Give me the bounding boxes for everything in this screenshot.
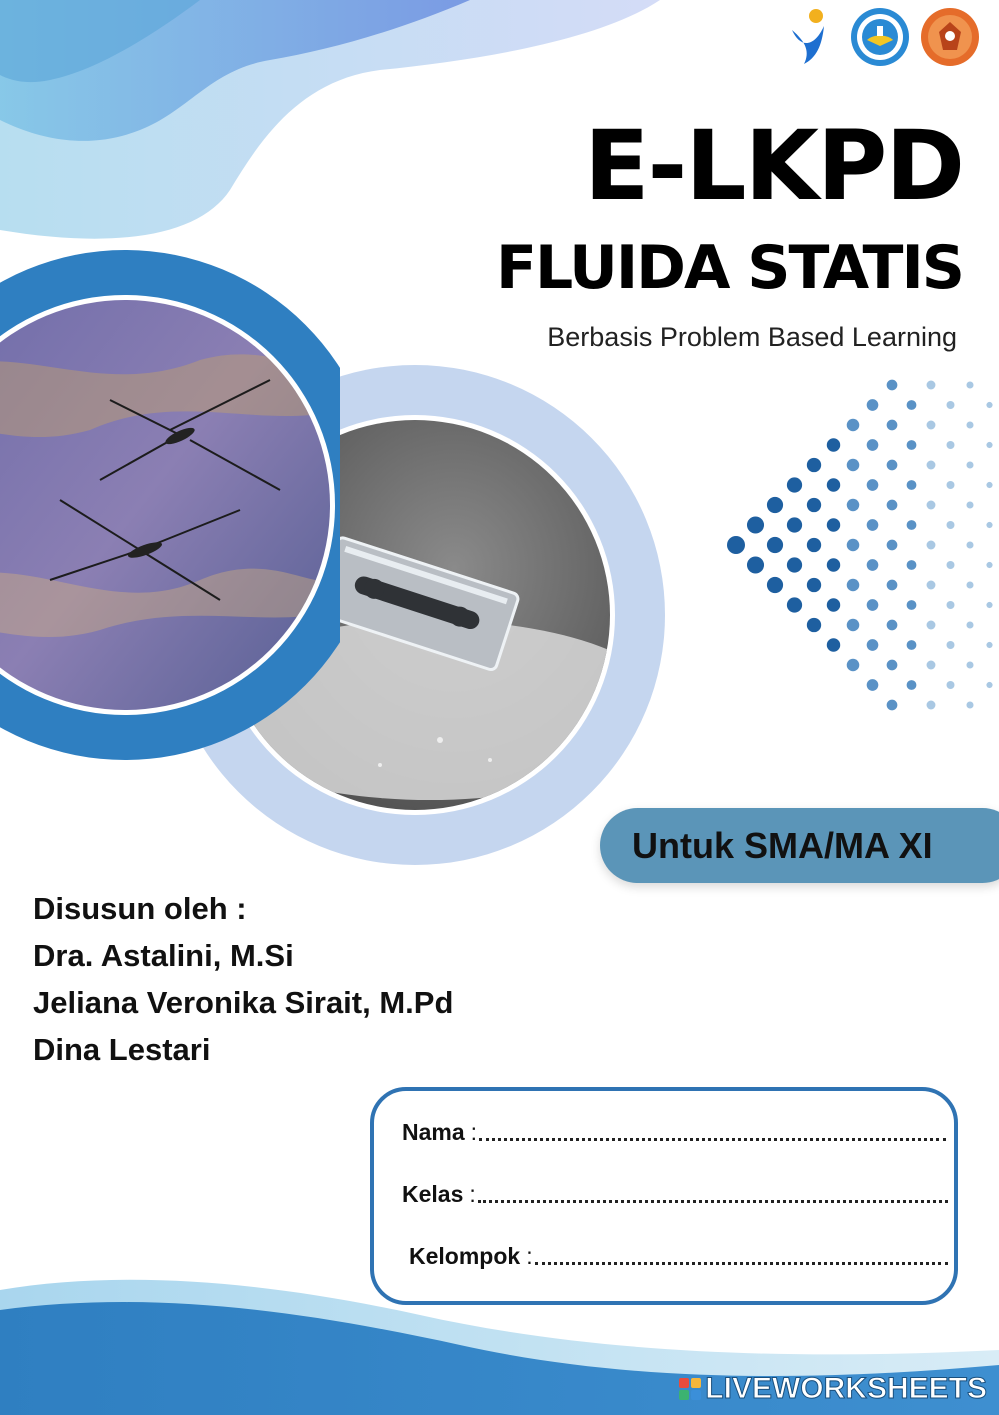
decor-dot (827, 478, 840, 491)
decor-dot (907, 560, 917, 570)
decor-dot (767, 577, 783, 593)
decor-dot (887, 380, 898, 391)
decor-dot (966, 421, 973, 428)
audience-label: Untuk SMA/MA XI (632, 824, 933, 866)
decor-dot (747, 556, 764, 573)
decor-dot (907, 440, 917, 450)
decor-dot (867, 559, 879, 571)
person-ribbon-logo-icon (781, 8, 839, 66)
decor-dot (966, 381, 973, 388)
decor-dot (867, 639, 879, 651)
decor-dot (887, 580, 898, 591)
nama-label: Nama (402, 1119, 465, 1145)
decor-dot (867, 439, 879, 451)
tut-wuri-logo-icon (851, 8, 909, 66)
decor-dot (986, 442, 992, 448)
decor-dot (927, 701, 936, 710)
form-row-kelompok: Kelompok : (409, 1243, 948, 1270)
decor-dot (787, 597, 802, 612)
university-crest-logo-icon (921, 8, 979, 66)
decor-dot (807, 538, 821, 552)
decor-dot (907, 640, 917, 650)
kelas-field[interactable] (478, 1194, 948, 1203)
decor-dot (947, 681, 955, 689)
decor-dot (807, 578, 821, 592)
page-title: E-LKPD (583, 110, 963, 222)
decor-dot (867, 479, 879, 491)
decor-dot (947, 521, 955, 529)
decor-dot (986, 562, 992, 568)
decor-dot (887, 540, 898, 551)
decor-dot (907, 600, 917, 610)
author-name: Dina Lestari (33, 1032, 211, 1067)
decor-dot (947, 481, 955, 489)
decor-dot (847, 419, 860, 432)
decor-dot (827, 518, 840, 531)
decor-dot (887, 660, 898, 671)
kelompok-label: Kelompok (409, 1243, 521, 1269)
decor-dot (927, 501, 936, 510)
decor-dot (847, 459, 860, 472)
kelas-label: Kelas (402, 1181, 464, 1207)
decor-dot (966, 581, 973, 588)
author-name: Dra. Astalini, M.Si (33, 938, 294, 973)
decor-dot (947, 401, 955, 409)
decor-dot (827, 558, 840, 571)
decor-dot (927, 541, 936, 550)
liveworksheets-brand[interactable] (679, 1372, 987, 1406)
nama-field[interactable] (479, 1132, 946, 1141)
decor-dot (966, 541, 973, 548)
decor-dot (947, 641, 955, 649)
decor-dot (807, 498, 821, 512)
decor-dot (847, 659, 860, 672)
logo-row (781, 8, 979, 66)
form-row-kelas: Kelas : (402, 1181, 948, 1208)
student-info-form (370, 1087, 958, 1305)
decor-dot (986, 642, 992, 648)
decor-dot (867, 599, 879, 611)
decor-dot (887, 420, 898, 431)
decor-dot (787, 517, 802, 532)
liveworksheets-label: LIVEWORKSHEETS (705, 1372, 987, 1405)
page-subtitle: FLUIDA STATIS (496, 233, 963, 303)
decor-dot (847, 579, 860, 592)
decor-dot (867, 399, 879, 411)
decor-dot (847, 539, 860, 552)
kelompok-field[interactable] (535, 1256, 948, 1265)
decor-dot (927, 461, 936, 470)
decor-dot (986, 482, 992, 488)
decor-dot (807, 618, 821, 632)
decor-dot (947, 561, 955, 569)
decor-dot (827, 598, 840, 611)
decor-dot (947, 601, 955, 609)
decor-dot (986, 682, 992, 688)
form-row-nama: Nama : (402, 1119, 946, 1146)
decor-dot (727, 536, 745, 554)
decor-dot (887, 620, 898, 631)
audience-badge (600, 808, 999, 883)
decor-dot (966, 461, 973, 468)
decor-dot (927, 661, 936, 670)
liveworksheets-logo-icon (679, 1378, 701, 1400)
decor-dot (767, 537, 783, 553)
decor-dot (827, 438, 840, 451)
decor-dot (966, 621, 973, 628)
decor-dot (947, 441, 955, 449)
authors-heading: Disusun oleh : (33, 891, 247, 926)
decor-dot (966, 501, 973, 508)
decor-dot (847, 499, 860, 512)
author-name: Jeliana Veronika Sirait, M.Pd (33, 985, 454, 1020)
decor-dot (887, 500, 898, 511)
dot-chevron-decoration (720, 375, 999, 745)
decor-dot (887, 700, 898, 711)
decor-dot (986, 402, 992, 408)
decor-dot (966, 661, 973, 668)
decor-dot (927, 581, 936, 590)
decor-dot (927, 621, 936, 630)
decor-dot (986, 522, 992, 528)
decor-dot (867, 679, 879, 691)
decor-dot (887, 460, 898, 471)
decor-dot (907, 680, 917, 690)
decor-dot (966, 701, 973, 708)
decor-dot (807, 458, 821, 472)
water-strider-photo (0, 250, 340, 760)
decor-dot (907, 400, 917, 410)
decor-dot (867, 519, 879, 531)
decor-dot (787, 477, 802, 492)
decor-dot (907, 480, 917, 490)
decor-dot (747, 516, 764, 533)
decor-dot (986, 602, 992, 608)
decor-dot (927, 381, 936, 390)
tagline: Berbasis Problem Based Learning (547, 322, 957, 352)
decor-dot (847, 619, 860, 632)
decor-dot (927, 421, 936, 430)
decor-dot (787, 557, 802, 572)
authors-block (33, 885, 453, 1073)
decor-dot (767, 497, 783, 513)
decor-dot (827, 638, 840, 651)
decor-dot (907, 520, 917, 530)
